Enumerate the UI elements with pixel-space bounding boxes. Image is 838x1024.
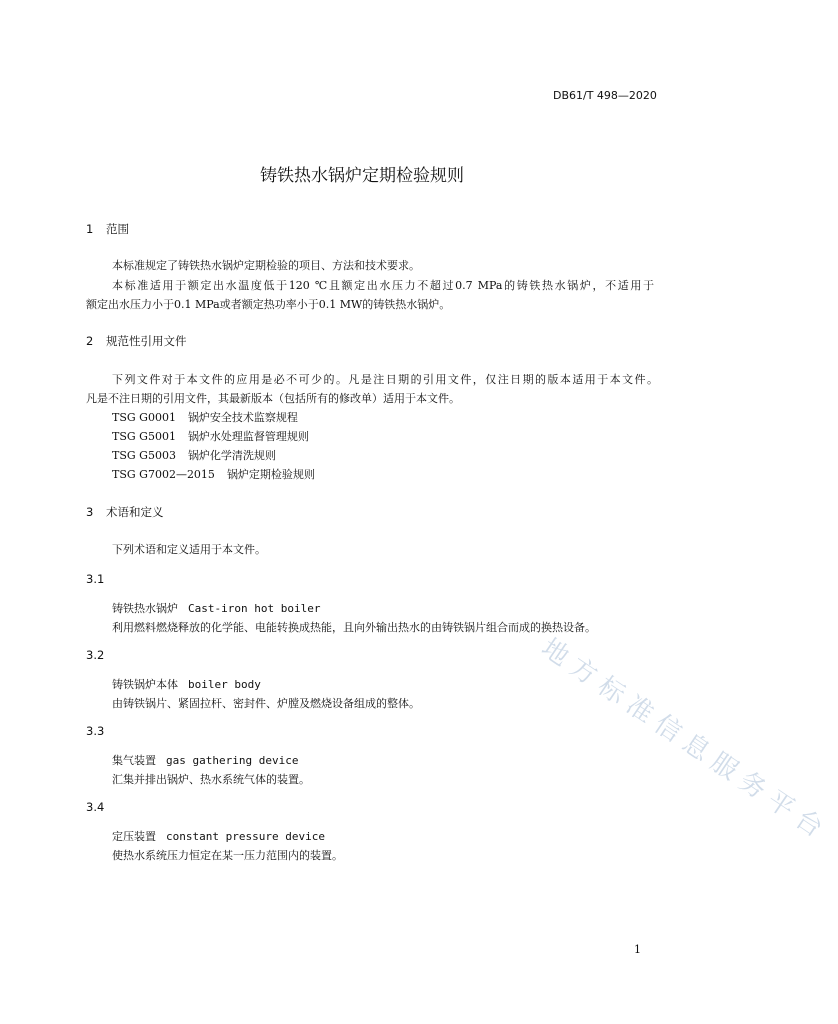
- section-number: 3: [86, 505, 94, 519]
- scope-paragraph-1: 本标准规定了铸铁热水锅炉定期检验的项目、方法和技术要求。: [112, 259, 420, 272]
- section-title: 术语和定义: [106, 505, 164, 519]
- normative-paragraph-line-2: 凡是不注日期的引用文件，其最新版本（包括所有的修改单）适用于本文件。: [86, 392, 460, 405]
- term-entry: [112, 752, 298, 768]
- term-chinese: 集气装置: [112, 754, 156, 767]
- term-english: gas gathering device: [166, 754, 299, 767]
- term-entry: [112, 676, 261, 692]
- term-english: constant pressure device: [166, 830, 325, 843]
- term-chinese: 定压装置: [112, 830, 156, 843]
- term-definition: 汇集并排出锅炉、热水系统气体的装置。: [112, 773, 310, 786]
- term-chinese: 铸铁锅炉本体: [112, 678, 178, 691]
- term-entry: [112, 828, 325, 844]
- term-definition: 使热水系统压力恒定在某一压力范围内的装置。: [112, 849, 343, 862]
- section-number: 2: [86, 334, 94, 348]
- section-number: 1: [86, 222, 94, 236]
- document-title: 铸铁热水锅炉定期检验规则: [260, 166, 464, 186]
- reference-title: 锅炉定期检验规则: [226, 468, 315, 481]
- section-title: 范围: [106, 222, 129, 236]
- reference-item: [112, 409, 298, 425]
- term-number: 3.3: [86, 724, 105, 738]
- reference-item: [112, 466, 315, 482]
- scope-paragraph-2-line-2: 额定出水压力小于0.1 MPa或者额定热功率小于0.1 MW的铸铁热水锅炉。: [86, 298, 451, 311]
- reference-code: TSG G0001: [112, 411, 176, 424]
- term-english: boiler body: [188, 678, 261, 691]
- normative-paragraph-line-1: 下列文件对于本文件的应用是必不可少的。凡是注日期的引用文件，仅注日期的版本适用于本文件。: [112, 373, 658, 386]
- term-english: Cast-iron hot boiler: [188, 602, 321, 615]
- term-definition: 利用燃料燃烧释放的化学能、电能转换成热能，且向外输出热水的由铸铁锅片组合而成的换热设备。: [112, 621, 596, 634]
- term-definition: 由铸铁锅片、紧固拉杆、密封件、炉膛及燃烧设备组成的整体。: [112, 697, 420, 710]
- reference-title: 锅炉安全技术监察规程: [187, 411, 298, 424]
- term-number: 3.2: [86, 648, 105, 662]
- reference-code: TSG G5001: [112, 430, 176, 443]
- scope-paragraph-2-line-1: 本标准适用于额定出水温度低于120 ℃且额定出水压力不超过0.7 MPa的铸铁热水锅炉，不适用于: [112, 279, 654, 292]
- terms-intro: 下列术语和定义适用于本文件。: [112, 543, 266, 556]
- section-title: 规范性引用文件: [106, 334, 187, 348]
- term-number: 3.1: [86, 572, 105, 586]
- term-number: 3.4: [86, 800, 105, 814]
- reference-code: TSG G7002—2015: [112, 468, 215, 481]
- watermark: 地方标准信息服务平台: [535, 632, 835, 848]
- reference-code: TSG G5003: [112, 449, 176, 462]
- section-3-heading: [86, 504, 164, 520]
- reference-title: 锅炉水处理监督管理规则: [187, 430, 309, 443]
- page-number: 1: [634, 943, 641, 956]
- section-1-heading: [86, 221, 129, 237]
- standard-code: DB61/T 498—2020: [553, 89, 657, 102]
- reference-item: [112, 428, 309, 444]
- term-chinese: 铸铁热水锅炉: [112, 602, 178, 615]
- reference-title: 锅炉化学清洗规则: [187, 449, 276, 462]
- reference-item: [112, 447, 276, 463]
- section-2-heading: [86, 333, 187, 349]
- term-entry: [112, 600, 320, 616]
